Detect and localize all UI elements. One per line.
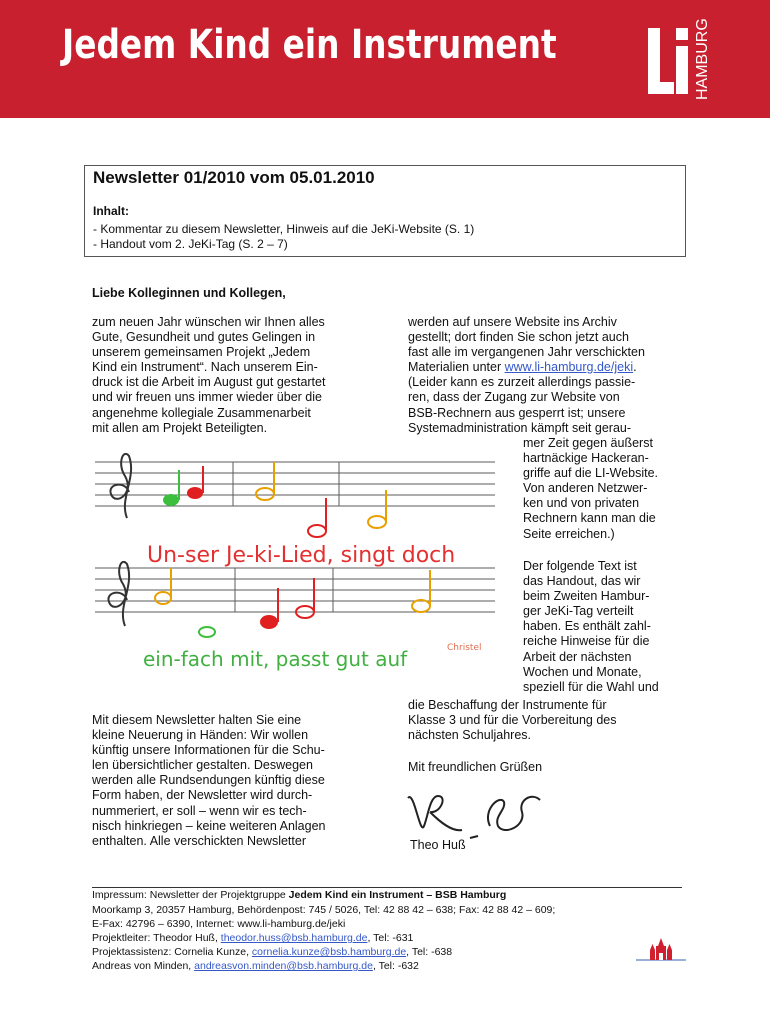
- imprint-line-3: E-Fax: 42796 – 6390, Internet: www.li-hamburg.de/jeki: [92, 918, 346, 930]
- hamburg-crest-icon: [636, 936, 686, 966]
- imprint-line-1: [92, 889, 506, 901]
- imprint-line-5: [92, 946, 452, 958]
- banner-title: Jedem Kind ein Instrument: [62, 22, 557, 68]
- header-banner: [0, 0, 770, 118]
- imprint-member-phone: , Tel: -632: [372, 960, 419, 972]
- right-paragraph-2-wide: die Beschaffung der Instrumente für Klasse 3 und für die Vorbereitung des nächsten Schuljahres.: [408, 698, 617, 743]
- signature: [400, 786, 560, 846]
- newsletter-title: Newsletter 01/2010 vom 05.01.2010: [93, 168, 375, 187]
- handwritten-song-notation: [95, 448, 497, 678]
- imprint-line-4: [92, 932, 413, 944]
- artist-credit: Christel: [447, 643, 482, 653]
- imprint-assistant-phone: , Tel: -638: [406, 946, 453, 958]
- imprint-assistant-label: Projektassistenz: Cornelia Kunze,: [92, 946, 252, 958]
- imprint-line-6: [92, 960, 419, 972]
- li-logo: [646, 22, 690, 100]
- staff-2: [95, 568, 495, 612]
- staff-1: [95, 462, 495, 506]
- right-paragraph-2-narrow: Der folgende Text ist das Handout, das wir beim Zweiten Hambur- ger JeKi-Tag verteilt haben. Es enthält zahl- reiche Hinweise für die Arbeit der nächsten Wochen und Monate, speziell für die Wahl und: [523, 559, 659, 694]
- closing: Mit freundlichen Grüßen: [408, 760, 543, 774]
- logo-city-text: HAMBURG: [694, 18, 711, 100]
- lyrics-line-1: Un-ser Je-ki-Lied, singt doch: [147, 543, 456, 568]
- imprint-member-label: Andreas von Minden,: [92, 960, 195, 972]
- contents-label: Inhalt:: [93, 204, 129, 218]
- email-link-minden[interactable]: andreasvon.minden@bsb.hamburg.de: [194, 960, 373, 972]
- imprint-leader-label: Projektleiter: Theodor Huß,: [92, 932, 221, 944]
- email-link-kunze[interactable]: cornelia.kunze@bsb.hamburg.de: [251, 946, 407, 958]
- signer-name: Theo Huß: [410, 838, 466, 852]
- contents-item: - Kommentar zu diesem Newsletter, Hinweis auf die JeKi-Website (S. 1): [93, 222, 475, 236]
- treble-clef-icon: [110, 454, 131, 518]
- imprint-prefix: Impressum: Newsletter der Projektgruppe: [92, 889, 289, 901]
- lyrics-line-2: ein-fach mit, passt gut auf: [143, 647, 408, 671]
- imprint-divider: [92, 887, 682, 888]
- contents-item: - Handout vom 2. JeKi-Tag (S. 2 – 7): [93, 237, 288, 251]
- right-paragraph-1-text-cont: . (Leider kann es zurzeit allerdings passie- ren, dass der Zugang zur Website von BSB-Rechnern aus gesperrt ist; unsere Systemadministration kämpft seit gerau-: [408, 360, 637, 435]
- website-link[interactable]: www.li-hamburg.de/jeki: [504, 360, 634, 375]
- email-link-huss[interactable]: theodor.huss@bsb.hamburg.de: [220, 932, 368, 944]
- imprint-project-name: Jedem Kind ein Instrument – BSB Hamburg: [288, 889, 507, 901]
- imprint-line-2: Moorkamp 3, 20357 Hamburg, Behördenpost: 745 / 5026, Tel: 42 88 42 – 638; Fax: 42 88 42 – 609;: [92, 904, 556, 916]
- newsletter-header-box: [84, 165, 686, 257]
- left-paragraph-1: zum neuen Jahr wünschen wir Ihnen alles Gute, Gesundheit und gutes Gelingen in unserem gemeinsamen Projekt „Jedem Kind ein Instrument“. Nach unserem Ein- druck ist die Arbeit im August gut gestartet und wir freuen uns immer wieder über die angenehme kollegiale Zusammenarbeit mit allen am Projekt Beteiligten.: [92, 315, 326, 435]
- right-paragraph-1: [408, 315, 698, 436]
- notes-staff-2: [155, 568, 430, 637]
- right-paragraph-1-narrow: mer Zeit gegen äußerst hartnäckige Hackeran- griffe auf die LI-Website. Von anderen Netzwer- ken und von privaten Rechnern kann man die Seite erreichen.): [523, 436, 659, 541]
- left-paragraph-2: Mit diesem Newsletter halten Sie eine kleine Neuerung in Händen: Wir wollen künftig unsere Informationen für die Schu- len übersichtlicher gestalten. Deswegen werden alle Rundsendungen künftig diese Form haben, der Newsletter wird durch- nummeriert, er soll – wenn wir es tech- nisch hinkriegen – keine weiteren Anlagen enthalten. Alle verschickten Newsletter: [92, 713, 326, 848]
- imprint-leader-phone: , Tel: -631: [367, 932, 414, 944]
- treble-clef-icon: [108, 562, 129, 626]
- greeting: Liebe Kolleginnen und Kollegen,: [92, 286, 286, 300]
- right-paragraph-1-text: werden auf unsere Website ins Archiv gestellt; dort finden Sie schon jetzt auch fast alle im vergangenen Jahr verschickten Materialien unter: [408, 315, 645, 375]
